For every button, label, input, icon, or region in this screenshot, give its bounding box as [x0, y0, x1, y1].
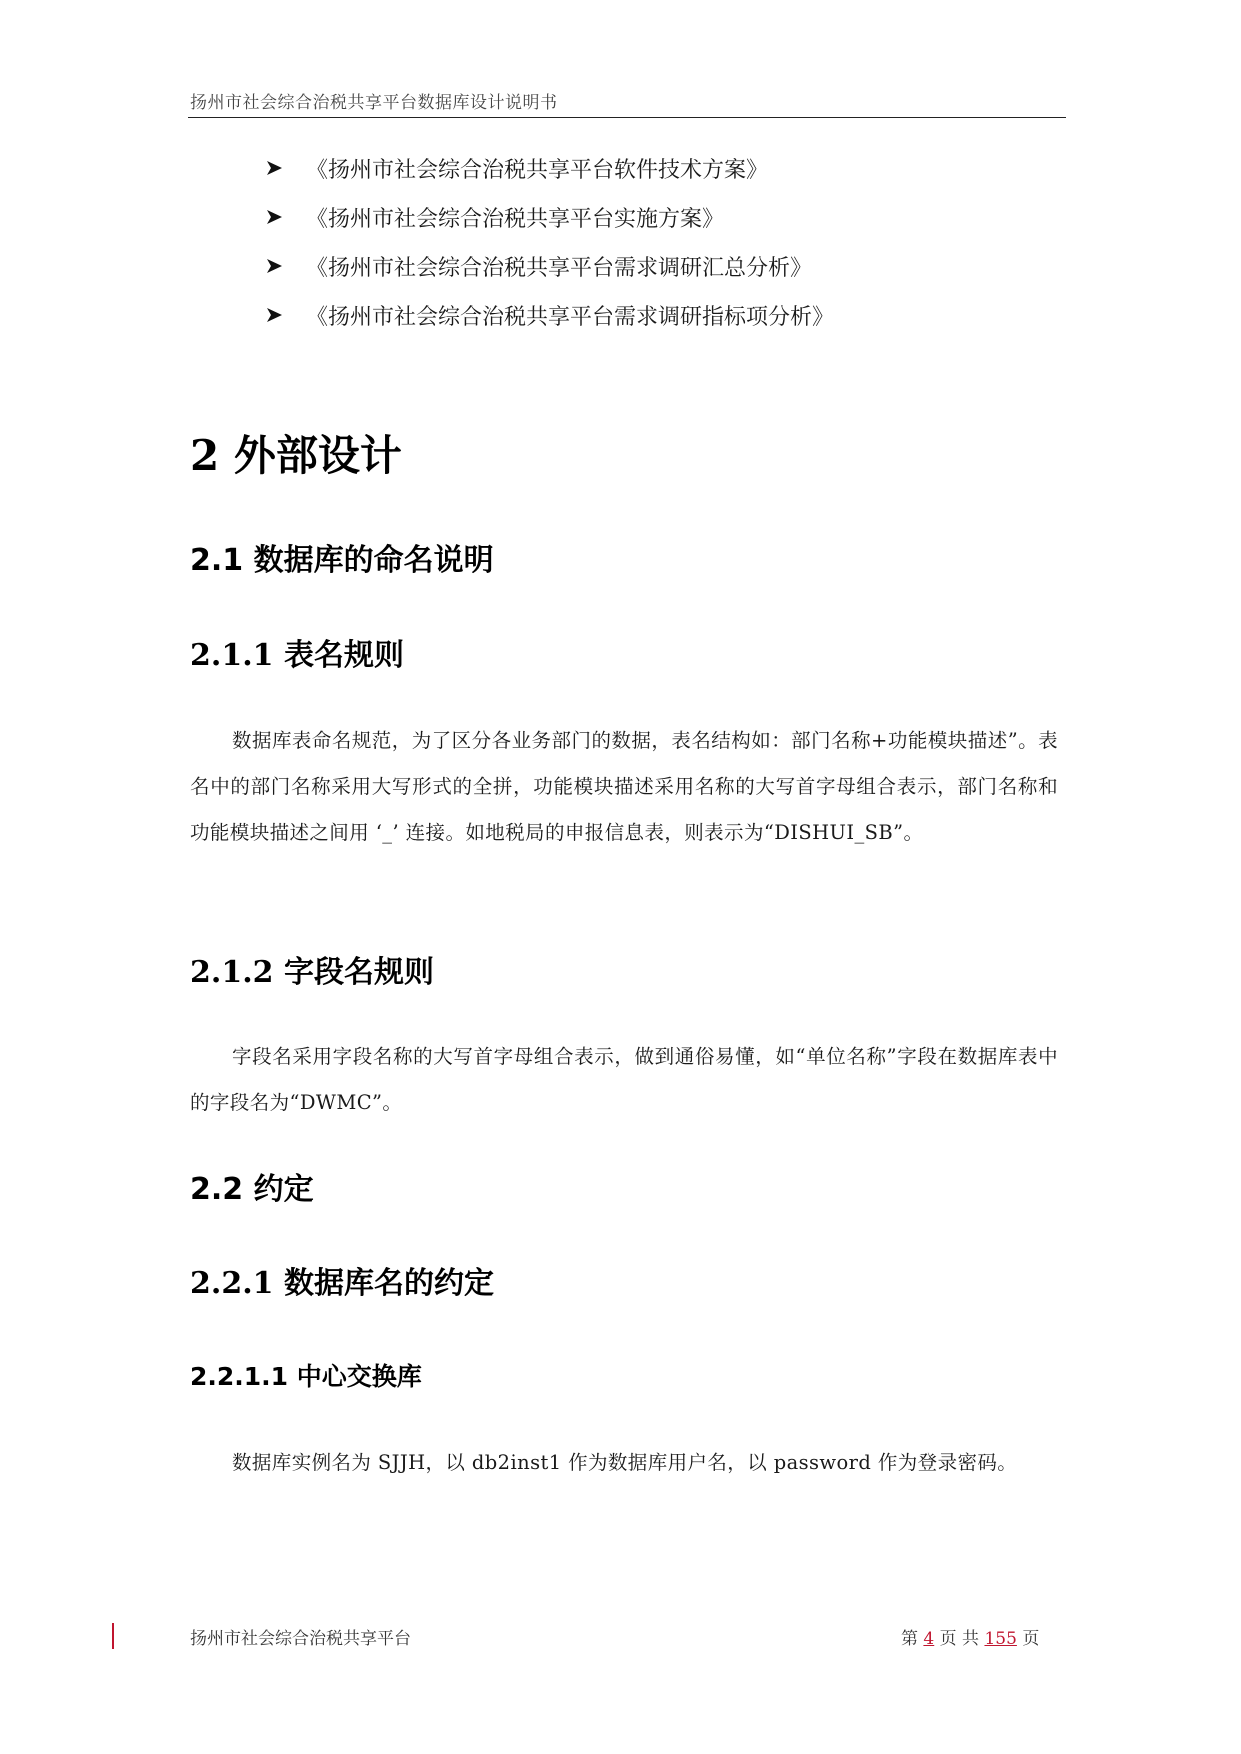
page-number [901, 1624, 1039, 1649]
list-item-text: 《扬州市社会综合治税共享平台软件技术方案》 [306, 158, 769, 183]
reference-list [265, 155, 1025, 351]
list-item-text: 《扬州市社会综合治税共享平台需求调研指标项分析》 [306, 305, 835, 330]
paragraph-field-naming: 字段名采用字段名称的大写首字母组合表示，做到通俗易懂，如“单位名称”字段在数据库表中的字段名为“DWMC”。 [190, 1045, 1058, 1114]
list-item-text: 《扬州市社会综合治税共享平台需求调研汇总分析》 [306, 256, 813, 281]
list-item [265, 155, 1025, 204]
arrow-bullet-icon [265, 305, 285, 325]
section-heading-2-2-1: 2.2.1 数据库名的约定 [190, 1266, 494, 1301]
section-heading-2-1-2: 2.1.2 字段名规则 [190, 955, 434, 990]
section-heading-2-2-1-1: 2.2.1.1 中心交换库 [190, 1362, 422, 1391]
list-item [265, 302, 1025, 351]
section-heading-2: 2 外部设计 [190, 431, 402, 480]
footer-title: 扬州市社会综合治税共享平台 [190, 1629, 411, 1649]
list-item [265, 253, 1025, 302]
list-item-text: 《扬州市社会综合治税共享平台实施方案》 [306, 207, 725, 232]
section-heading-2-1: 2.1 数据库的命名说明 [190, 543, 494, 578]
header-title: 扬州市社会综合治税共享平台数据库设计说明书 [190, 93, 558, 113]
page-header [188, 84, 1066, 118]
page-total: 155 [984, 1629, 1017, 1649]
footer-marker [112, 1623, 114, 1649]
page-mid: 页 共 [939, 1629, 980, 1649]
arrow-bullet-icon [265, 207, 285, 227]
section-heading-2-1-1: 2.1.1 表名规则 [190, 638, 404, 673]
page-prefix: 第 [901, 1629, 918, 1649]
paragraph-table-naming: 数据库表命名规范，为了区分各业务部门的数据，表名结构如：部门名称+功能模块描述”。表名中的部门名称采用大写形式的全拼，功能模块描述采用名称的大写首字母组合表示，部门名称和功能模块描述之间用 ‘_’ 连接。如地税局的申报信息表，则表示为“DISHUI_SB”。 [190, 729, 1058, 844]
page-current: 4 [923, 1629, 935, 1649]
arrow-bullet-icon [265, 158, 285, 178]
paragraph-central-exchange-db: 数据库实例名为 SJJH，以 db2inst1 作为数据库用户名，以 password 作为登录密码。 [232, 1451, 1018, 1474]
page-suffix: 页 [1022, 1629, 1040, 1649]
arrow-bullet-icon [265, 256, 285, 276]
section-heading-2-2: 2.2 约定 [190, 1172, 314, 1207]
list-item [265, 204, 1025, 253]
